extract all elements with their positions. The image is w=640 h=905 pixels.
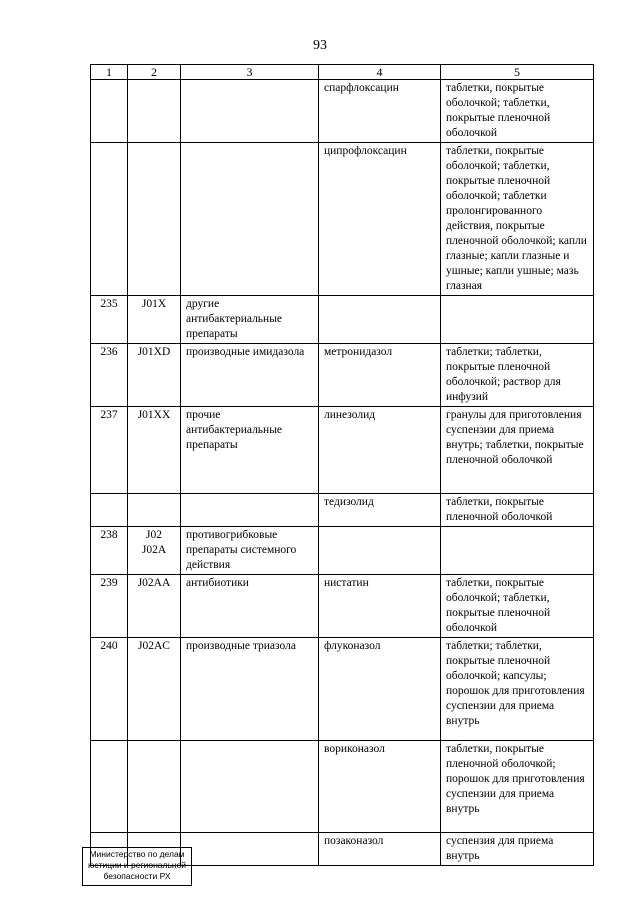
drug-name-cell bbox=[319, 296, 441, 344]
group-cell: производные имидазола bbox=[181, 344, 319, 407]
code-cell: J02AC bbox=[128, 638, 181, 741]
dosage-form-cell: таблетки, покрытые пленочной оболочкой bbox=[441, 494, 594, 527]
page-number: 93 bbox=[313, 38, 327, 53]
header-cell: 4 bbox=[319, 65, 441, 80]
group-cell: производные триазола bbox=[181, 638, 319, 741]
code-cell bbox=[128, 741, 181, 833]
dosage-form-cell: таблетки, покрытые пленочной оболочкой; порошок для приготовления суспензии для приема внутрь bbox=[441, 741, 594, 833]
stamp-line: юстиции и региональной bbox=[87, 860, 187, 870]
table-row bbox=[91, 80, 594, 143]
code-cell bbox=[128, 494, 181, 527]
number-cell bbox=[91, 143, 128, 296]
number-cell bbox=[91, 80, 128, 143]
group-cell bbox=[181, 741, 319, 833]
drug-name-cell bbox=[319, 527, 441, 575]
table-row bbox=[91, 741, 594, 833]
code-cell: J01X bbox=[128, 296, 181, 344]
dosage-form-cell: суспензия для приема внутрь bbox=[441, 833, 594, 866]
group-cell bbox=[181, 494, 319, 527]
number-cell bbox=[91, 741, 128, 833]
dosage-form-cell: таблетки; таблетки, покрытые пленочной оболочкой; раствор для инфузий bbox=[441, 344, 594, 407]
group-cell: другие антибактериальные препараты bbox=[181, 296, 319, 344]
number-cell: 239 bbox=[91, 575, 128, 638]
table-row bbox=[91, 344, 594, 407]
group-cell bbox=[181, 833, 319, 866]
code-line: J02A bbox=[141, 544, 167, 556]
table-header-row bbox=[91, 65, 594, 80]
number-cell: 240 bbox=[91, 638, 128, 741]
table-row bbox=[91, 638, 594, 741]
table-row bbox=[91, 527, 594, 575]
dosage-form-cell: таблетки; таблетки, покрытые пленочной оболочкой; капсулы; порошок для приготовления суспензии для приема внутрь bbox=[441, 638, 594, 741]
medicines-table bbox=[90, 64, 594, 866]
drug-name-cell: метронидазол bbox=[319, 344, 441, 407]
drug-name-cell: нистатин bbox=[319, 575, 441, 638]
table-row bbox=[91, 575, 594, 638]
code-cell: J02AA bbox=[128, 575, 181, 638]
stamp-line: Министерство по делам bbox=[89, 849, 185, 859]
number-cell: 238 bbox=[91, 527, 128, 575]
group-cell: противогрибковые препараты системного действия bbox=[181, 527, 319, 575]
code-cell: J01XX bbox=[128, 407, 181, 494]
dosage-form-cell bbox=[441, 296, 594, 344]
dosage-form-cell: таблетки, покрытые оболочкой; таблетки, покрытые пленочной оболочкой bbox=[441, 80, 594, 143]
drug-name-cell: позаконазол bbox=[319, 833, 441, 866]
stamp-line: безопасности РХ bbox=[103, 871, 171, 881]
number-cell: 235 bbox=[91, 296, 128, 344]
table-row bbox=[91, 143, 594, 296]
group-cell: антибиотики bbox=[181, 575, 319, 638]
number-cell: 236 bbox=[91, 344, 128, 407]
code-cell bbox=[128, 527, 181, 575]
group-cell bbox=[181, 80, 319, 143]
drug-name-cell: спарфлоксацин bbox=[319, 80, 441, 143]
code-line: J02 bbox=[146, 529, 162, 541]
drug-name-cell: ципрофлоксацин bbox=[319, 143, 441, 296]
drug-name-cell: линезолид bbox=[319, 407, 441, 494]
group-cell bbox=[181, 143, 319, 296]
header-cell: 2 bbox=[128, 65, 181, 80]
header-cell: 3 bbox=[181, 65, 319, 80]
drug-name-cell: тедизолид bbox=[319, 494, 441, 527]
dosage-form-cell bbox=[441, 527, 594, 575]
dosage-form-cell: таблетки, покрытые оболочкой; таблетки, покрытые пленочной оболочкой; таблетки пролонгированного действия, покрытые пленочной оболочкой; капли глазные; капли глазные и ушные; капли ушные; мазь глазная bbox=[441, 143, 594, 296]
number-cell bbox=[91, 494, 128, 527]
ministry-stamp bbox=[82, 847, 192, 886]
number-cell: 237 bbox=[91, 407, 128, 494]
drug-name-cell: вориконазол bbox=[319, 741, 441, 833]
header-cell: 5 bbox=[441, 65, 594, 80]
drug-name-cell: флуконазол bbox=[319, 638, 441, 741]
code-cell: J01XD bbox=[128, 344, 181, 407]
code-cell bbox=[128, 143, 181, 296]
group-cell: прочие антибактериальные препараты bbox=[181, 407, 319, 494]
dosage-form-cell: гранулы для приготовления суспензии для приема внутрь; таблетки, покрытые пленочной оболочкой bbox=[441, 407, 594, 494]
dosage-form-cell: таблетки, покрытые оболочкой; таблетки, покрытые пленочной оболочкой bbox=[441, 575, 594, 638]
code-cell bbox=[128, 80, 181, 143]
table-row bbox=[91, 296, 594, 344]
table-row bbox=[91, 407, 594, 494]
table-row bbox=[91, 494, 594, 527]
header-cell: 1 bbox=[91, 65, 128, 80]
